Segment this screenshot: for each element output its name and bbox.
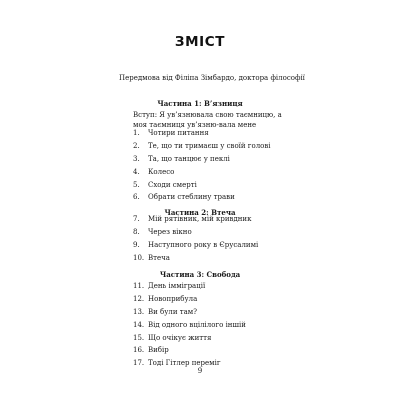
chapter-entry <box>133 127 293 140</box>
toc-title: ЗМІСТ <box>174 34 226 50</box>
chapter-number: 3. <box>133 154 140 163</box>
chapter-number: 1. <box>133 129 140 137</box>
chapter-entry <box>133 344 293 357</box>
chapter-number: 17. <box>133 359 145 368</box>
chapter-entry <box>133 293 293 306</box>
chapter-entry <box>133 226 293 239</box>
part-2-chapter-list <box>133 213 293 265</box>
chapter-number: 10. <box>133 253 145 262</box>
chapter-number: 2. <box>133 141 140 150</box>
chapter-entry <box>133 191 293 204</box>
chapter-title: Колесо <box>148 167 175 176</box>
chapter-number: 14. <box>133 320 145 329</box>
chapter-entry <box>133 280 293 293</box>
chapter-title: Чотири питання <box>148 129 209 137</box>
chapter-number: 8. <box>133 227 140 236</box>
chapter-title: Втеча <box>148 253 170 262</box>
chapter-number: 11. <box>133 282 145 290</box>
chapter-number: 6. <box>133 193 140 202</box>
chapter-title: Обрати стеблину трави <box>148 193 235 202</box>
chapter-entry <box>133 319 293 332</box>
chapter-number: 7. <box>133 215 140 223</box>
chapter-entry <box>133 140 293 153</box>
chapter-title: Вибір <box>148 346 169 355</box>
chapter-entry <box>133 306 293 319</box>
chapter-number: 9. <box>133 240 140 249</box>
intro-entry: Вступ: Я ув’язнювала свою таємницю, а моя таємниця ув’язню-вала мене <box>133 111 282 129</box>
chapter-title: Новоприбула <box>148 294 198 303</box>
chapter-title: Наступного року в Єрусалимі <box>148 240 259 249</box>
chapter-entry <box>133 252 293 265</box>
chapter-title: Ви були там? <box>148 307 197 316</box>
part-3-heading: Частина 3: Свобода <box>159 270 241 279</box>
chapter-title: Через вікно <box>148 227 192 236</box>
chapter-title: Та, що танцює у пеклі <box>148 154 230 163</box>
chapter-number: 16. <box>133 346 145 355</box>
chapter-title: Від одного вцілілого іншій <box>148 320 246 329</box>
chapter-entry <box>133 239 293 252</box>
part-1-chapter-list <box>133 127 293 204</box>
chapter-entry <box>133 166 293 179</box>
chapter-title: Сходи смерті <box>148 180 197 189</box>
chapter-title: Тоді Гітлер переміг <box>148 359 221 368</box>
part-1-heading: Частина 1: В’язниця <box>157 99 243 108</box>
chapter-number: 15. <box>133 333 145 342</box>
chapter-title: Мій рятівник, мій кривдник <box>148 215 252 223</box>
chapter-number: 13. <box>133 307 145 316</box>
chapter-entry <box>133 153 293 166</box>
chapter-entry <box>133 213 293 226</box>
chapter-number: 5. <box>133 180 140 189</box>
part-2-heading: Частина 2: Втеча <box>164 208 236 217</box>
chapter-number: 4. <box>133 167 140 176</box>
chapter-title: День імміграції <box>148 282 206 290</box>
chapter-number: 12. <box>133 294 145 303</box>
chapter-title: Те, що ти тримаєш у своїй голові <box>148 141 271 150</box>
chapter-entry <box>133 179 293 192</box>
foreword-entry: Передмова від Філіпа Зімбардо, доктора філософії <box>119 74 305 82</box>
page-number: 9 <box>197 367 203 375</box>
chapter-entry <box>133 332 293 345</box>
part-3-chapter-list <box>133 280 293 370</box>
chapter-title: Що очікує життя <box>148 333 212 342</box>
